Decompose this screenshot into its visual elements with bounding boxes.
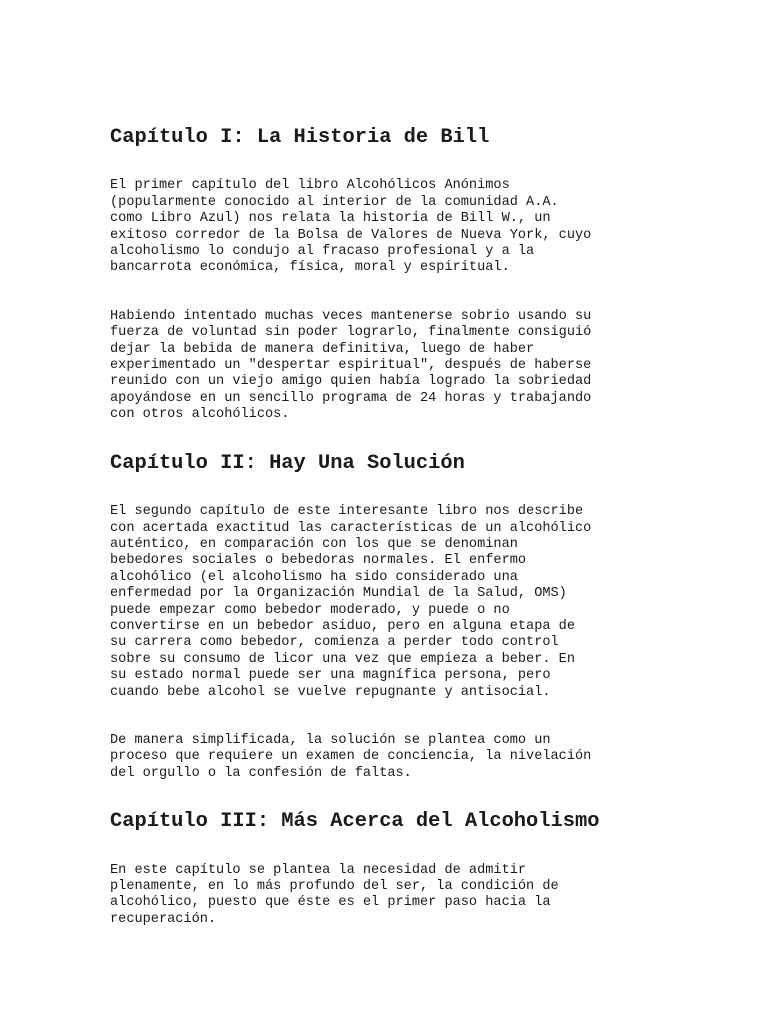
chapter-2-paragraph-1: El segundo capítulo de este interesante libro nos describe con acertada exactitud las características de un alcohólico auténtico, en comparación con los que se denominan bebedores sociales o bebedoras normales. El enfermo alcohólico (el alcoholismo ha sido considerado una enfermedad por la Organización Mundial de la Salud, OMS) puede empezar como bebedor moderado, y puede o no convertirse en un bebedor asiduo, pero en alguna etapa de su carrera como bebedor, comienza a perder todo control sobre su consumo de licor una vez que empieza a beber. En su estado normal puede ser una magnífica persona, pero cuando bebe alcohol se vuelve repugnante y antisocial. (110, 504, 592, 700)
chapter-1-paragraph-2: Habiendo intentado muchas veces mantenerse sobrio usando su fuerza de voluntad sin poder lograrlo, finalmente consiguió dejar la bebida de manera definitiva, luego de haber experimentado un "despertar espiritual", después de haberse reunido con un viejo amigo quien había logrado la sobriedad apoyándose en un sencillo programa de 24 horas y trabajando con otros alcohólicos. (110, 308, 592, 423)
chapter-2-heading: Capítulo II: Hay Una Solución (110, 451, 465, 475)
chapter-1-paragraph-1: El primer capítulo del libro Alcohólicos Anónimos (popularmente conocido al interior de la comunidad A.A. como Libro Azul) nos relata la historia de Bill W., un exitoso corredor de la Bolsa de Valores de Nueva York, cuyo alcoholismo lo condujo al fracaso profesional y a la bancarrota económica, física, moral y espiritual. (110, 178, 592, 276)
chapter-3-paragraph-1: En este capítulo se plantea la necesidad de admitir plenamente, en lo más profundo del ser, la condición de alcohólico, puesto que éste es el primer paso hacia la recuperación. (110, 862, 559, 927)
chapter-3-heading: Capítulo III: Más Acerca del Alcoholismo (110, 810, 600, 834)
chapter-2-paragraph-2: De manera simplificada, la solución se plantea como un proceso que requiere un examen de conciencia, la nivelación del orgullo o la confesión de faltas. (110, 732, 592, 781)
chapter-1-heading: Capítulo I: La Historia de Bill (110, 126, 490, 149)
document-page (110, 126, 670, 928)
